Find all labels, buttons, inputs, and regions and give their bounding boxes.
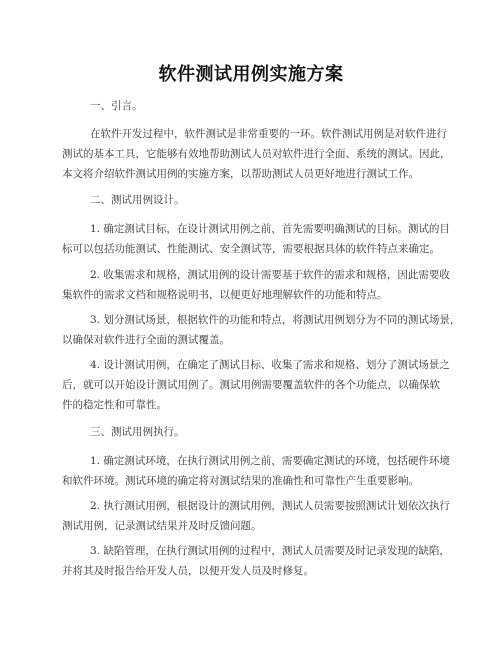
paragraph-line: 本文将介绍软件测试用例的实施方案，以帮助测试人员更好地进行测试工作。 xyxy=(62,168,419,180)
paragraph-line: 1. 确定测试环境，在执行测试用例之前，需要确定测试的环境，包括硬件环境 xyxy=(90,455,450,467)
paragraph-line: 在软件开发过程中，软件测试是非常重要的一环。软件测试用例是对软件进行 xyxy=(90,128,447,140)
paragraph-line: 测试用例，记录测试结果并及时反馈问题。 xyxy=(62,520,262,532)
page-title: 软件测试用例实施方案 xyxy=(158,64,344,85)
paragraph-execution-1 xyxy=(62,451,450,491)
paragraph-line: 和软件环境。测试环境的确定将对测试结果的准确性和可靠性产生重要影响。 xyxy=(62,475,419,487)
paragraph-line: 3. 划分测试场景，根据软件的功能和特点，将测试用例划分为不同的测试场景， xyxy=(90,314,461,326)
paragraph-line: 3. 缺陷管理，在执行测试用例的过程中，测试人员需要及时记录发现的缺陷， xyxy=(90,545,450,557)
paragraph-line: 并将其及时报告给开发人员，以便开发人员及时修复。 xyxy=(62,565,314,577)
section-heading-execution xyxy=(90,422,430,442)
paragraph-line: 集软件的需求文档和规格说明书，以便更好地理解软件的功能和特点。 xyxy=(62,289,388,301)
paragraph-intro xyxy=(62,124,451,184)
paragraph-design-3 xyxy=(62,310,461,350)
paragraph-design-1 xyxy=(62,219,450,259)
heading-line: 三、测试用例执行。 xyxy=(90,426,185,438)
heading-line: 一、引言。 xyxy=(90,100,143,112)
section-heading-intro xyxy=(90,96,430,116)
paragraph-execution-3 xyxy=(62,541,450,581)
paragraph-line: 1. 确定测试目标，在设计测试用例之前，首先需要明确测试的目标。测试的目 xyxy=(90,223,450,235)
paragraph-line: 测试的基本工具，它能够有效地帮助测试人员对软件进行全面、系统的测试。因此， xyxy=(62,148,451,160)
paragraph-design-4 xyxy=(62,355,450,415)
paragraph-line: 标可以包括功能测试、性能测试、安全测试等，需要根据具体的软件特点来确定。 xyxy=(62,243,440,255)
paragraph-line: 4. 设计测试用例，在确定了测试目标、收集了需求和规格、划分了测试场景之 xyxy=(90,359,450,371)
paragraph-line: 件的稳定性和可靠性。 xyxy=(62,399,167,411)
paragraph-line: 2. 执行测试用例，根据设计的测试用例，测试人员需要按照测试计划依次执行 xyxy=(90,500,450,512)
heading-line: 二、测试用例设计。 xyxy=(90,194,185,206)
paragraph-design-2 xyxy=(62,265,450,305)
paragraph-line: 以确保对软件进行全面的测试覆盖。 xyxy=(62,334,230,346)
paragraph-execution-2 xyxy=(62,496,450,536)
paragraph-line: 2. 收集需求和规格，测试用例的设计需要基于软件的需求和规格，因此需要收 xyxy=(90,269,450,281)
paragraph-line: 后，就可以开始设计测试用例了。测试用例需要覆盖软件的各个功能点，以确保软 xyxy=(62,379,440,391)
section-heading-design xyxy=(90,190,430,210)
